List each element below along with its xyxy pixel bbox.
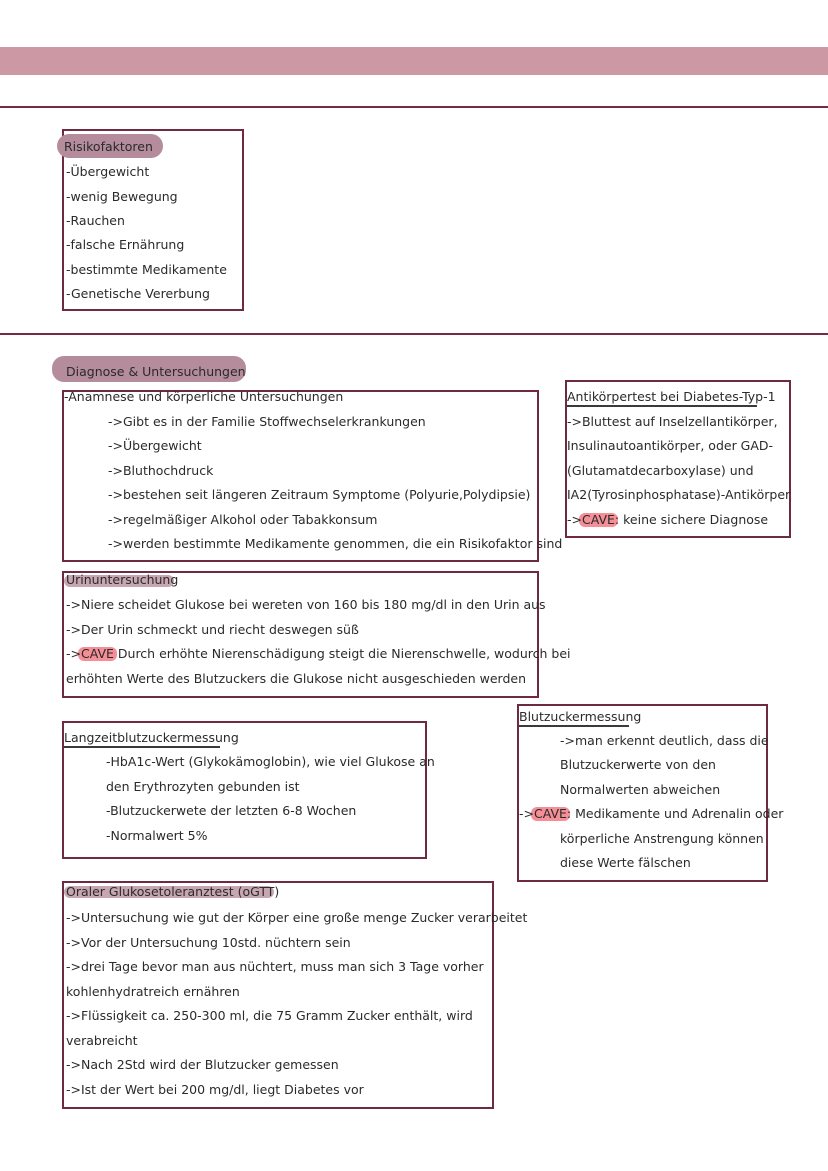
anamnesis-title: -Anamnese und körperliche Untersuchungen [64, 389, 344, 404]
blood-sugar-measurement-title: Blutzuckermessung [519, 709, 642, 724]
ogtt-title: Oraler Glukosetoleranztest (oGTT) [66, 884, 280, 899]
ogtt-item: ->Untersuchung wie gut der Körper eine große menge Zucker verarbeitet [66, 910, 528, 925]
long-term-item: -HbA1c-Wert (Glykokämoglobin), wie viel Glukose an [106, 754, 435, 769]
risk-item: -Genetische Vererbung [66, 286, 210, 301]
blood-sugar-line: Normalwerten abweichen [560, 782, 721, 797]
blood-sugar-cave-continuation: körperliche Anstrengung können [560, 831, 764, 846]
blood-sugar-line: Blutzuckerwerte von den [560, 757, 716, 772]
anamnesis-item: ->Übergewicht [108, 438, 202, 453]
long-term-item: -Normalwert 5% [106, 828, 208, 843]
antibody-test-title-underline [567, 405, 757, 407]
antibody-cave-text: : keine sichere Diagnose [614, 512, 769, 527]
long-term-blood-sugar-title: Langzeitblutzuckermessung [64, 730, 239, 745]
long-term-item: -Blutzuckerwete der letzten 6-8 Wochen [106, 803, 357, 818]
antibody-line: IA2(Tyrosinphosphatase)-Antikörper [567, 487, 791, 502]
risk-item: -Übergewicht [66, 164, 150, 179]
long-term-item: den Erythrozyten gebunden ist [106, 779, 300, 794]
risk-item: -wenig Bewegung [66, 189, 178, 204]
anamnesis-item: ->Bluthochdruck [108, 463, 214, 478]
ogtt-item: ->drei Tage bevor man aus nüchtert, muss man sich 3 Tage vorher [66, 959, 484, 974]
blood-sugar-cave-text: : Medikamente und Adrenalin oder [566, 806, 784, 821]
antibody-line: (Glutamatdecarboxylase) und [567, 463, 754, 478]
ogtt-item: kohlenhydratreich ernähren [66, 984, 240, 999]
urine-test-title: Urinuntersuchung [66, 572, 179, 587]
header-band [0, 47, 828, 75]
risk-item: -bestimmte Medikamente [66, 262, 227, 277]
antibody-line: Insulinautoantikörper, oder GAD- [567, 438, 774, 453]
long-term-blood-sugar-title-underline [64, 746, 220, 748]
antibody-cave-line [567, 512, 768, 528]
blood-sugar-cave-line [519, 806, 783, 822]
ogtt-item: ->Ist der Wert bei 200 mg/dl, liegt Diabetes vor [66, 1082, 364, 1097]
urine-cave-line [66, 646, 571, 662]
antibody-cave-marker: CAVE [581, 512, 615, 527]
blood-sugar-cave-arrow: -> [519, 806, 534, 821]
anamnesis-item: ->regelmäßiger Alkohol oder Tabakkonsum [108, 512, 378, 527]
ogtt-item: ->Flüssigkeit ca. 250-300 ml, die 75 Gramm Zucker enthält, wird [66, 1008, 473, 1023]
blood-sugar-cave-marker: CAVE [533, 806, 567, 821]
risk-item: -Rauchen [66, 213, 125, 228]
ogtt-item: ->Nach 2Std wird der Blutzucker gemessen [66, 1057, 339, 1072]
urine-item: ->Niere scheidet Glukose bei wereten von 160 bis 180 mg/dl in den Urin aus [66, 597, 546, 612]
anamnesis-item: ->werden bestimmte Medikamente genommen, die ein Risikofaktor sind [108, 536, 563, 551]
anamnesis-item: ->Gibt es in der Familie Stoffwechselerkrankungen [108, 414, 426, 429]
blood-sugar-cave-continuation: diese Werte fälschen [560, 855, 691, 870]
urine-cave-continuation: erhöhten Werte des Blutzuckers die Glukose nicht ausgeschieden werden [66, 671, 526, 686]
divider-middle [0, 333, 828, 335]
urine-cave-arrow: -> [66, 646, 81, 661]
ogtt-item: verabreicht [66, 1033, 138, 1048]
ogtt-item: ->Vor der Untersuchung 10std. nüchtern sein [66, 935, 351, 950]
antibody-cave-arrow: -> [567, 512, 582, 527]
urine-cave-marker: CAVE [80, 646, 114, 661]
urine-cave-text: Durch erhöhte Nierenschädigung steigt die Nierenschwelle, wodurch bei [113, 646, 571, 661]
risk-factors-title: Risikofaktoren [64, 139, 153, 154]
blood-sugar-line: ->man erkennt deutlich, dass die [560, 733, 769, 748]
urine-item: ->Der Urin schmeckt und riecht deswegen süß [66, 622, 359, 637]
antibody-line: ->Bluttest auf Inselzellantikörper, [567, 414, 778, 429]
risk-item: -falsche Ernährung [66, 237, 185, 252]
diagnosis-title: Diagnose & Untersuchungen [66, 364, 246, 379]
blood-sugar-measurement-title-underline [519, 725, 629, 727]
antibody-test-title: Antikörpertest bei Diabetes-Typ-1 [567, 389, 776, 404]
anamnesis-item: ->bestehen seit längeren Zeitraum Symptome (Polyurie,Polydipsie) [108, 487, 531, 502]
divider-top [0, 106, 828, 108]
